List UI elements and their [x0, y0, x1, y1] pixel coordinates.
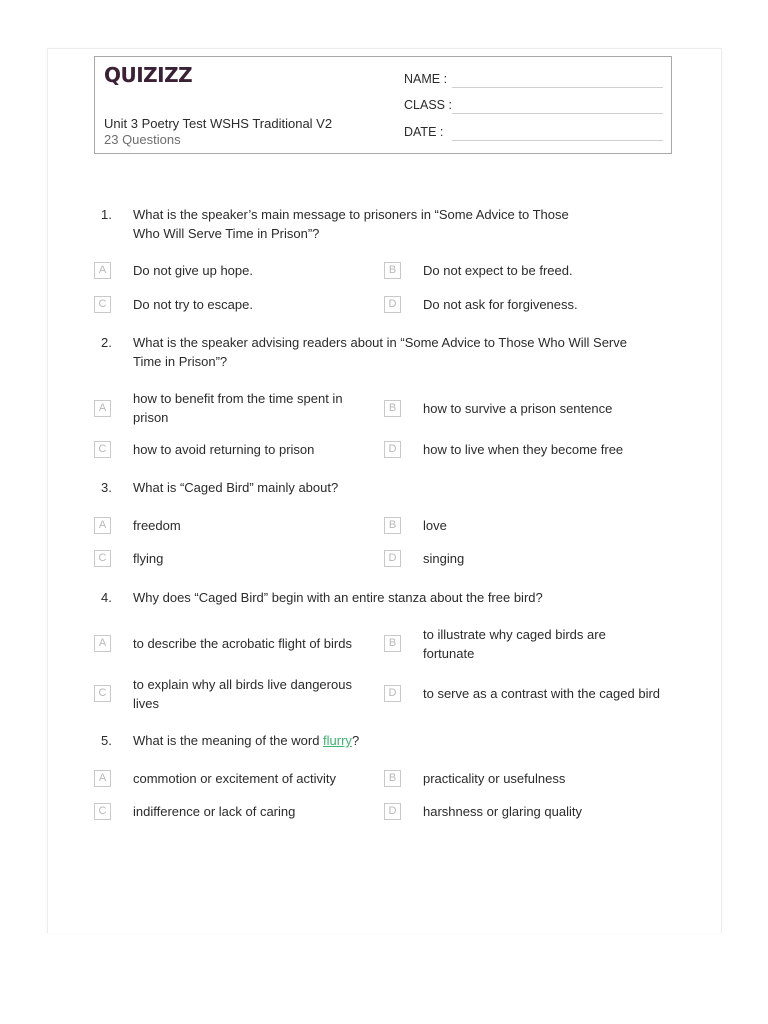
- option-letter-box[interactable]: D: [384, 803, 401, 820]
- question-number: 3.: [101, 480, 112, 495]
- question-number: 5.: [101, 733, 112, 748]
- name-line[interactable]: [452, 87, 663, 88]
- option-letter-box[interactable]: C: [94, 803, 111, 820]
- option-letter-box[interactable]: A: [94, 400, 111, 417]
- option-text: practicality or usefulness: [423, 771, 566, 786]
- option-text: Do not expect to be freed.: [423, 263, 573, 278]
- option-text: to illustrate why caged birds are fortunate: [423, 627, 606, 661]
- question-text: [133, 731, 668, 750]
- option-text: singing: [423, 551, 465, 566]
- name-label: NAME :: [404, 72, 448, 86]
- option-letter-box[interactable]: D: [384, 441, 401, 458]
- question-number: 4.: [101, 590, 112, 605]
- question-number: 2.: [101, 335, 112, 350]
- option-letter-box[interactable]: D: [384, 296, 401, 313]
- option-letter-box[interactable]: C: [94, 550, 111, 567]
- question-text-before: What is the meaning of the word: [133, 733, 324, 748]
- date-line[interactable]: [452, 140, 663, 141]
- option-text: to explain why all birds live dangerous lives: [133, 677, 352, 711]
- option-letter-box[interactable]: A: [94, 517, 111, 534]
- option-letter-box[interactable]: B: [384, 635, 401, 652]
- option-text: freedom: [133, 518, 181, 533]
- quizizz-logo: QUIZIZZ: [104, 63, 193, 87]
- option-text: indifference or lack of caring: [133, 804, 296, 819]
- option-text: Do not give up hope.: [133, 263, 253, 278]
- option-text: love: [423, 518, 447, 533]
- date-label: DATE :: [404, 125, 444, 139]
- option-letter-box[interactable]: A: [94, 635, 111, 652]
- option-letter-box[interactable]: C: [94, 685, 111, 702]
- class-line[interactable]: [452, 113, 663, 114]
- option-text: to describe the acrobatic flight of birds: [133, 636, 352, 651]
- option-text: harshness or glaring quality: [423, 804, 582, 819]
- option-text: to serve as a contrast with the caged bird: [423, 686, 661, 701]
- option-text: flying: [133, 551, 164, 566]
- question-number: 1.: [101, 207, 112, 222]
- option-text: how to survive a prison sentence: [423, 401, 613, 416]
- option-letter-box[interactable]: B: [384, 517, 401, 534]
- option-text: Do not ask for forgiveness.: [423, 297, 578, 312]
- option-text: how to avoid returning to prison: [133, 442, 315, 457]
- option-letter-box[interactable]: D: [384, 550, 401, 567]
- option-text: commotion or excitement of activity: [133, 771, 337, 786]
- option-text: how to benefit from the time spent in prison: [133, 391, 343, 425]
- question-text: What is the speaker’s main message to prisoners in “Some Advice to Those Who Will Serve Time in Prison”?: [133, 207, 569, 241]
- option-text: Do not try to escape.: [133, 297, 253, 312]
- question-text: What is “Caged Bird” mainly about?: [133, 480, 339, 495]
- question-text: What is the speaker advising readers about in “Some Advice to Those Who Will Serve Time in Prison”?: [133, 335, 627, 369]
- option-letter-box[interactable]: B: [384, 400, 401, 417]
- vocabulary-word-link[interactable]: flurry: [323, 733, 352, 748]
- question-count: 23 Questions: [104, 132, 181, 147]
- option-letter-box[interactable]: C: [94, 296, 111, 313]
- option-letter-box[interactable]: D: [384, 685, 401, 702]
- option-letter-box[interactable]: B: [384, 770, 401, 787]
- option-letter-box[interactable]: B: [384, 262, 401, 279]
- option-letter-box[interactable]: A: [94, 770, 111, 787]
- option-letter-box[interactable]: C: [94, 441, 111, 458]
- quiz-title: Unit 3 Poetry Test WSHS Traditional V2: [104, 116, 333, 131]
- question-text-after: ?: [351, 733, 360, 748]
- class-label: CLASS :: [404, 98, 452, 112]
- option-letter-box[interactable]: A: [94, 262, 111, 279]
- option-text: how to live when they become free: [423, 442, 624, 457]
- question-text: Why does “Caged Bird” begin with an entire stanza about the free bird?: [133, 590, 543, 605]
